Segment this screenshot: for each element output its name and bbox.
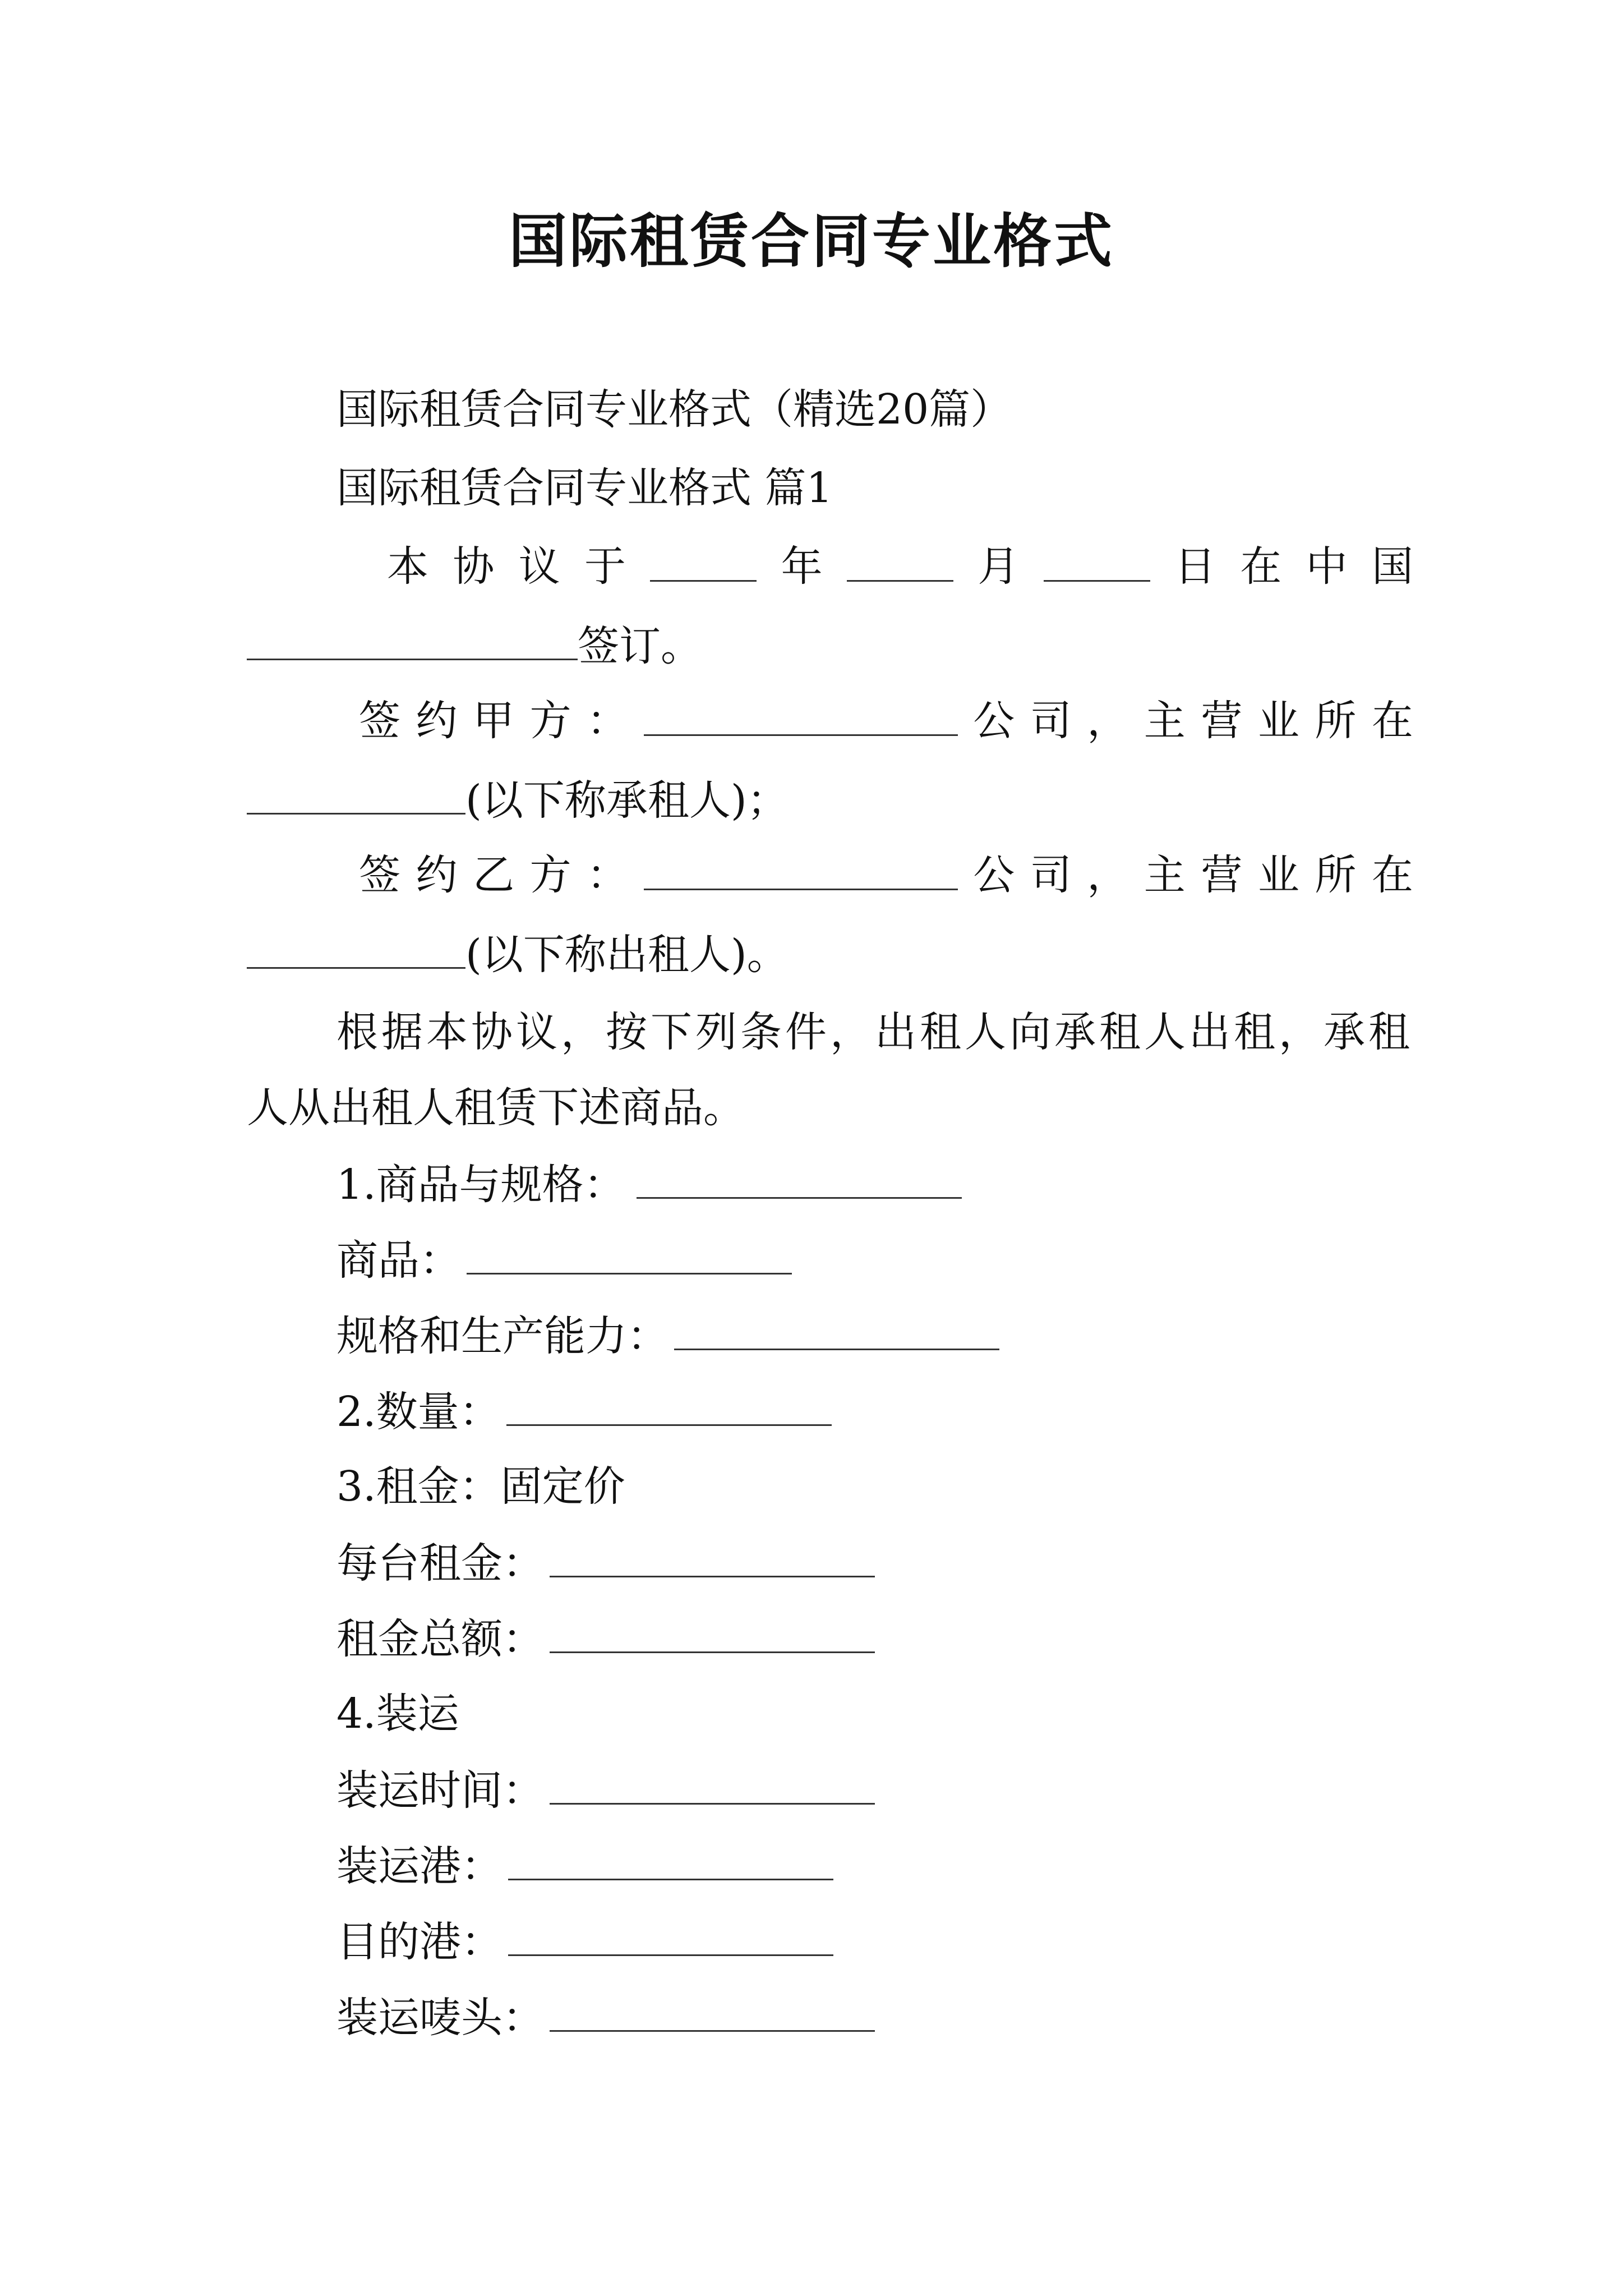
lease-terms-line-2: 人从出租人租赁下述商品。 (247, 1084, 745, 1132)
party-a-company-blank[interactable] (644, 693, 958, 736)
item-spec: 规格和生产能力： (336, 1307, 999, 1364)
item-goods-spec: 1.商品与规格： (336, 1156, 962, 1213)
ship-port-blank[interactable] (508, 1837, 833, 1880)
agreement-place-line: 签订。 (247, 617, 702, 674)
party-b-line: 签 约 乙 方 ： 公 司 ， 主 营 业 所 在 (359, 847, 1413, 903)
lease-terms-line-1: 根据本协议，按下列条件，出租人向承租人出租，承租 (336, 1008, 1413, 1056)
goods-blank[interactable] (467, 1231, 792, 1274)
month-blank[interactable] (847, 539, 953, 582)
rent-each-blank[interactable] (550, 1534, 875, 1577)
dest-port-blank[interactable] (508, 1913, 833, 1956)
item-ship-mark: 装运唛头： (336, 1989, 875, 2046)
party-b-address-blank[interactable] (247, 926, 465, 969)
item-quantity: 2.数量： (336, 1383, 832, 1440)
spec-blank[interactable] (674, 1307, 999, 1350)
day-blank[interactable] (1044, 539, 1150, 582)
item-dest-port: 目的港： (336, 1913, 833, 1970)
ship-time-blank[interactable] (550, 1761, 875, 1805)
item-rent-each: 每台租金： (336, 1534, 875, 1591)
ship-mark-blank[interactable] (550, 1989, 875, 2032)
item-rent-total: 租金总额： (336, 1610, 875, 1667)
party-b-company-blank[interactable] (644, 847, 958, 890)
goods-spec-blank[interactable] (637, 1156, 962, 1199)
section-heading: 国际租赁合同专业格式 篇1 (336, 464, 833, 512)
quantity-blank[interactable] (506, 1383, 832, 1426)
item-goods: 商品： (336, 1231, 792, 1289)
rent-total-blank[interactable] (550, 1610, 875, 1653)
party-a-line: 签 约 甲 方 ： 公 司 ， 主 营 业 所 在 (359, 693, 1413, 749)
item-ship-port: 装运港： (336, 1837, 833, 1894)
document-title: 国际租赁合同专业格式 (508, 206, 1114, 275)
item-ship-time: 装运时间： (336, 1761, 875, 1819)
agreement-date-line: 本 协 议 于 年 月 日 在 中 国 (387, 539, 1413, 595)
year-blank[interactable] (650, 539, 757, 582)
item-rent: 3.租金：固定价 (336, 1462, 625, 1511)
place-blank[interactable] (247, 617, 578, 660)
subtitle: 国际租赁合同专业格式（精选20篇） (336, 385, 1012, 434)
party-a-address-line: (以下称承租人)； (247, 771, 789, 829)
party-b-address-line: (以下称出租人)。 (247, 926, 789, 983)
party-a-address-blank[interactable] (247, 771, 465, 815)
item-shipment: 4.装运 (336, 1690, 459, 1738)
